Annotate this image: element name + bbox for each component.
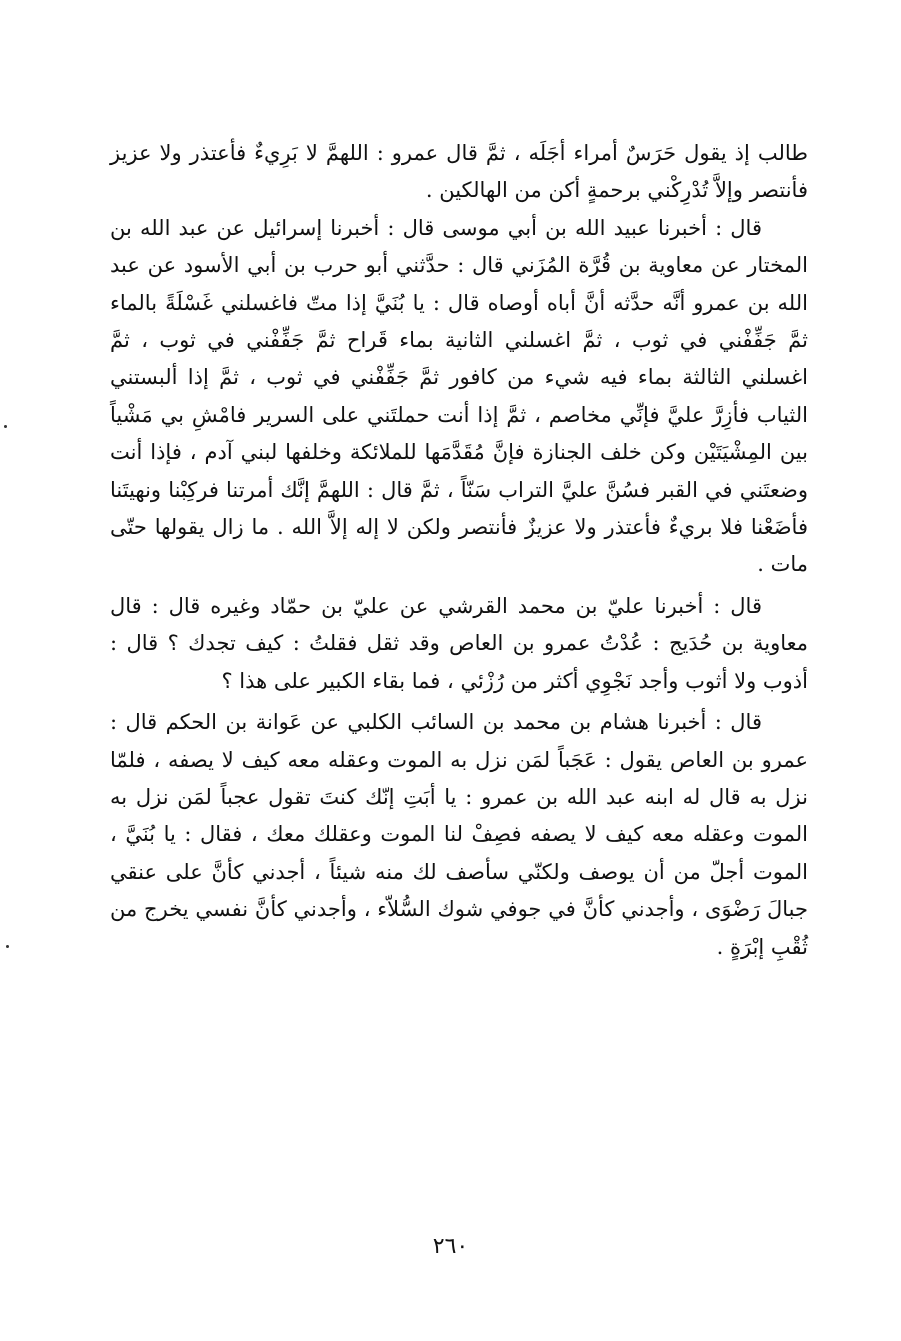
paragraph-3: قال : أخبرنا عليّ بن محمد القرشي عن عليّ بن حمّاد وغيره قال : قال معاوية بن حُدَيج : عُدْتُ عمرو بن العاص وقد ثقل فقلتُ : كيف تجدك ؟ قال : أذوب ولا أثوب وأجد نَجْوِي أكثر من رُزْئي ، فما بقاء الكبير على هذا ؟ [110,593,808,693]
paragraph-4: قال : أخبرنا هشام بن محمد بن السائب الكلبي عن عَوانة بن الحكم قال : عمرو بن العاص يقول : عَجَباً لمَن نزل به الموت وعقله معه كيف لا يصفه ، فلمّا نزل به قال له ابنه عبد الله بن عمرو : يا أبَتِ إنّك كنتَ تقول عجباً لمَن نزل به الموت وعقله معه كيف لا يصفه فصِفْ لنا الموت وعقلك معك ، فقال : يا بُنَيَّ ، الموت أجلّ من أن يوصف ولكنّي سأصف لك منه شيئاً ، أجدني كأنَّ على عنقي جبالَ رَضْوَى ، وأجدني كأنَّ في جوفي شوك السُّلاّء ، وأجدني كأنَّ نفسي يخرج من ثُقْبِ إبْرَةٍ . [110,710,808,959]
scan-speck [4,425,7,428]
paragraph-2: قال : أخبرنا عبيد الله بن أبي موسى قال : أخبرنا إسرائيل عن عبد الله بن المختار عن معاوية بن قُرَّة المُزَني قال : حدَّثني أبو حرب بن أبي الأسود عن عبد الله بن عمرو أنَّه حدَّثه أنَّ أباه أوصاه قال : يا بُنَيَّ إذا متّ فاغسلني غَسْلَةً بالماء ثمَّ جَفِّفْني في ثوب ، ثمَّ اغسلني الثانية بماء قَراح ثمَّ جَفِّفْني في ثوب ، ثمَّ اغسلني الثالثة بماء فيه شيء من كافور ثمَّ جَفِّفْني في ثوب ، ثمَّ إذا ألبستني الثياب فأزِرَّ عليَّ فإنِّي مخاصم ، ثمَّ إذا أنت حملتَني على السرير فامْشِ بي مَشْياً بين المِشْيَتَيْن وكن خلف الجنازة فإنَّ مُقَدَّمَها للملائكة وخلفها لبني آدم ، فإذا أنت وضعتَني في القبر فسُنَّ عليَّ التراب سَنّاً ، ثمَّ قال : اللهمَّ إنَّك أمرتنا فركِبْنا ونهيتَنا فأضَعْنا فلا بريءٌ فأعتذر ولا عزيزٌ فأنتصر ولكن لا إله إلاَّ الله . ما زال يقولها حتّى مات . [110,215,808,577]
page-number: ٢٦٠ [432,1234,469,1259]
scan-speck [6,945,9,948]
paragraph-1: طالب إذ يقول حَرَسٌ أمراء أجَلَه ، ثمَّ قال عمرو : اللهمَّ لا بَرِيءٌ فأعتذر ولا عزيز فأنتصر وإلاَّ تُدْرِكْني برحمةٍ أكن من الهالكين . [110,141,808,203]
document-page [110,135,808,1265]
